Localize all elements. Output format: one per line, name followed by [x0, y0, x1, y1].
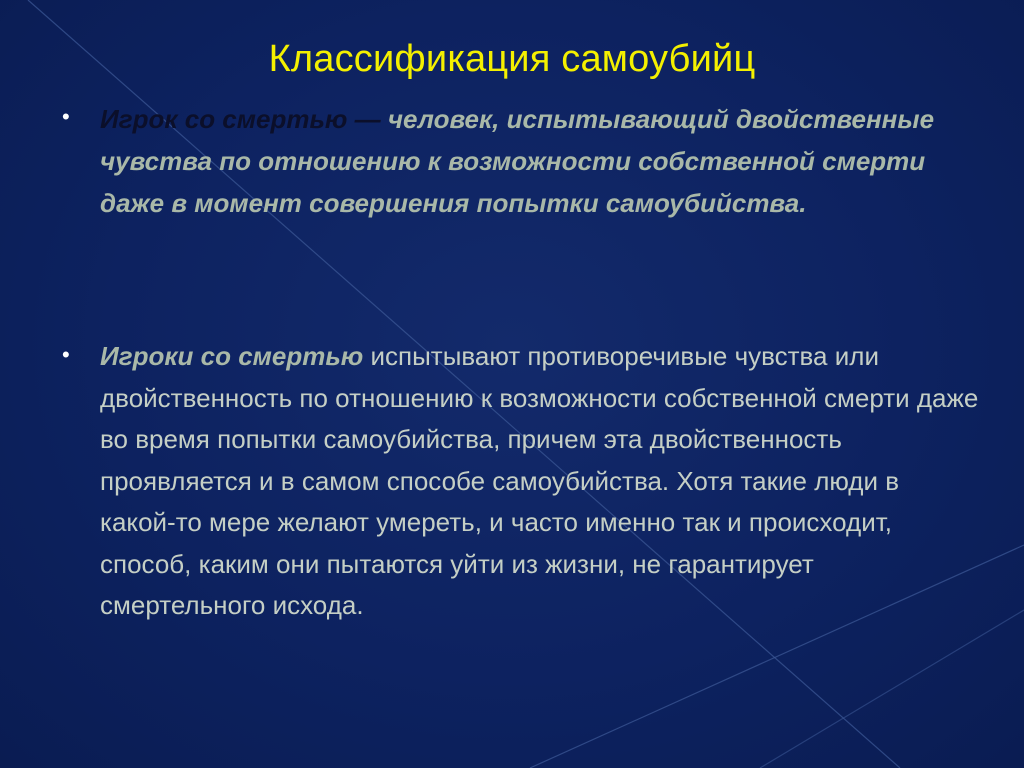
item1-text: человек, испытывающий двойственные чувства по отношению к возможности собственной смерти даже в момент совершения попытки самоубийства. [100, 104, 935, 218]
item2-text: испытывают противоречивые чувства или двойственность по отношению к возможности собственной смерти даже во время попытки самоубийства, причем эта двойственность проявляется и в самом способе самоубийства. Хотя такие люди в какой-то мере желают умереть, и часто именно так и происходит, способ, каким они пытаются уйти из жизни, не гарантирует смертельного исхода. [100, 341, 979, 620]
bullet-1: • [62, 104, 70, 129]
bullet-item-1 [100, 98, 980, 224]
bullet-item-2 [100, 336, 980, 627]
diagonal-line-corner [760, 610, 1024, 768]
slide-title: Классификация самоубийц [268, 38, 756, 80]
item1-term: Игрок со смертью [100, 104, 348, 134]
item2-term: Игроки со смертью [100, 341, 364, 371]
item1-dash: — [347, 104, 388, 134]
bullet-2: • [62, 342, 70, 367]
